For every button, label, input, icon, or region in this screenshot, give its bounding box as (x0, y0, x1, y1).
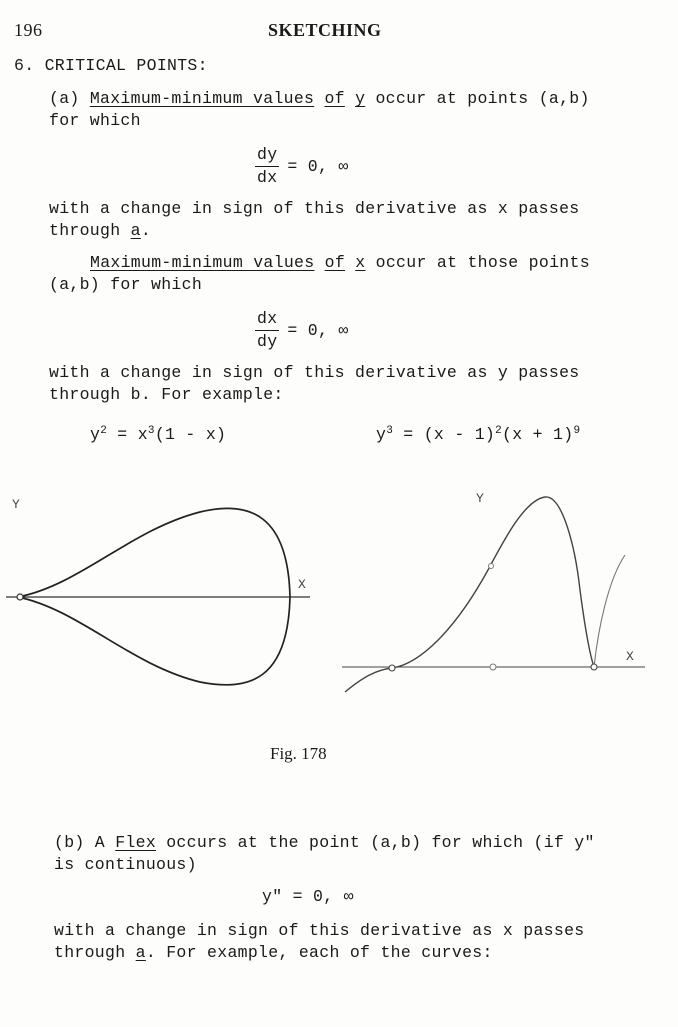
eq-left-lhs: y (90, 425, 101, 444)
left-origin-point (17, 594, 23, 600)
part-a-underlined-3: y (355, 89, 366, 108)
part-a-line-3: with a change in sign of this derivative as x passes (49, 199, 580, 218)
part-a-p2-line-3: with a change in sign of this derivative as y passes (49, 363, 580, 382)
part-b-line-4-pre: through (54, 943, 126, 962)
eq-left-lhs-exp: 2 (100, 425, 108, 437)
part-b-equation: y" = 0, ∞ (262, 887, 354, 906)
eq1-rhs: = 0, ∞ (287, 156, 349, 176)
part-a-label: (a) (49, 89, 80, 108)
part-a-line-4-pre: through (49, 221, 121, 240)
left-loop-upper (18, 508, 290, 597)
eq2-denominator: dy (257, 332, 278, 351)
eq-right-mid: = (x - 1) (393, 425, 496, 444)
part-a-rest-1: occur at points (a,b) (375, 89, 590, 108)
page-number: 196 (14, 20, 43, 40)
part-b-line-3: with a change in sign of this derivative as x passes (54, 921, 585, 940)
eq2-numerator: dx (255, 309, 279, 331)
p2-underlined-1: Maximum-minimum values (90, 253, 315, 272)
equation-dy-dx (255, 144, 349, 188)
part-b-label: (b) A (54, 833, 106, 852)
eq-right-mid-exp: 2 (495, 425, 503, 437)
right-inflection-point (389, 665, 395, 671)
part-a-line-2: for which (49, 111, 141, 130)
section-heading: 6. CRITICAL POINTS: (14, 56, 208, 75)
right-curve-point (489, 564, 494, 569)
eq-right-lhs-exp: 3 (386, 425, 394, 437)
running-head: SKETCHING (268, 20, 382, 40)
part-a-underlined-1: Maximum-minimum values (89, 89, 315, 108)
part-a-p2-line-4: through b. For example: (49, 385, 284, 404)
eq-right-rest: (x + 1) (502, 425, 574, 444)
right-x-label: X (626, 649, 634, 664)
left-loop-lower (18, 597, 290, 685)
part-a-line-1 (49, 88, 590, 110)
right-plot (342, 491, 645, 692)
part-b-line-2: is continuous) (54, 855, 197, 874)
right-curve-branch (594, 555, 625, 667)
left-x-label: X (298, 577, 306, 592)
eq-left-mid: = x (107, 425, 148, 444)
part-b-flex: Flex (115, 833, 157, 852)
eq1-denominator: dx (257, 168, 278, 187)
part-a-p2-line-2: (a,b) for which (49, 275, 203, 294)
part-b-var-a: a (135, 943, 146, 962)
eq-right-rest-exp: 9 (573, 425, 581, 437)
left-y-label: Y (12, 497, 20, 512)
part-a-p2-line-1 (90, 252, 590, 274)
right-curve-main (345, 497, 594, 692)
part-b-rest-1: occurs at the point (a,b) for which (if y" (166, 833, 595, 852)
part-a-line-4 (49, 220, 151, 242)
equation-dx-dy (255, 308, 349, 352)
eq-right-lhs: y (376, 425, 387, 444)
part-b-line-4 (54, 942, 493, 964)
part-a-line-4-post: . (140, 221, 152, 240)
p2-underlined-3: x (355, 253, 366, 272)
part-b-line-1 (54, 832, 595, 854)
left-plot (6, 497, 310, 685)
eq2-rhs: = 0, ∞ (287, 320, 349, 340)
example-equation-left (90, 424, 226, 446)
right-cusp-point (591, 664, 597, 670)
p2-rest: occur at those points (375, 253, 590, 272)
figure-caption: Fig. 178 (270, 744, 327, 763)
right-y-label: Y (476, 491, 484, 506)
right-axis-point (490, 664, 496, 670)
eq1-numerator: dy (255, 145, 279, 167)
eq-left-mid-exp: 3 (147, 425, 155, 437)
part-a-underlined-2: of (324, 89, 345, 108)
figure-178 (0, 470, 678, 730)
eq-left-rest: (1 - x) (154, 425, 227, 444)
p2-underlined-2: of (324, 253, 346, 272)
part-a-var-a: a (130, 221, 141, 240)
example-equation-right (376, 424, 580, 446)
part-b-line-4-post: . For example, each of the curves: (145, 943, 493, 962)
